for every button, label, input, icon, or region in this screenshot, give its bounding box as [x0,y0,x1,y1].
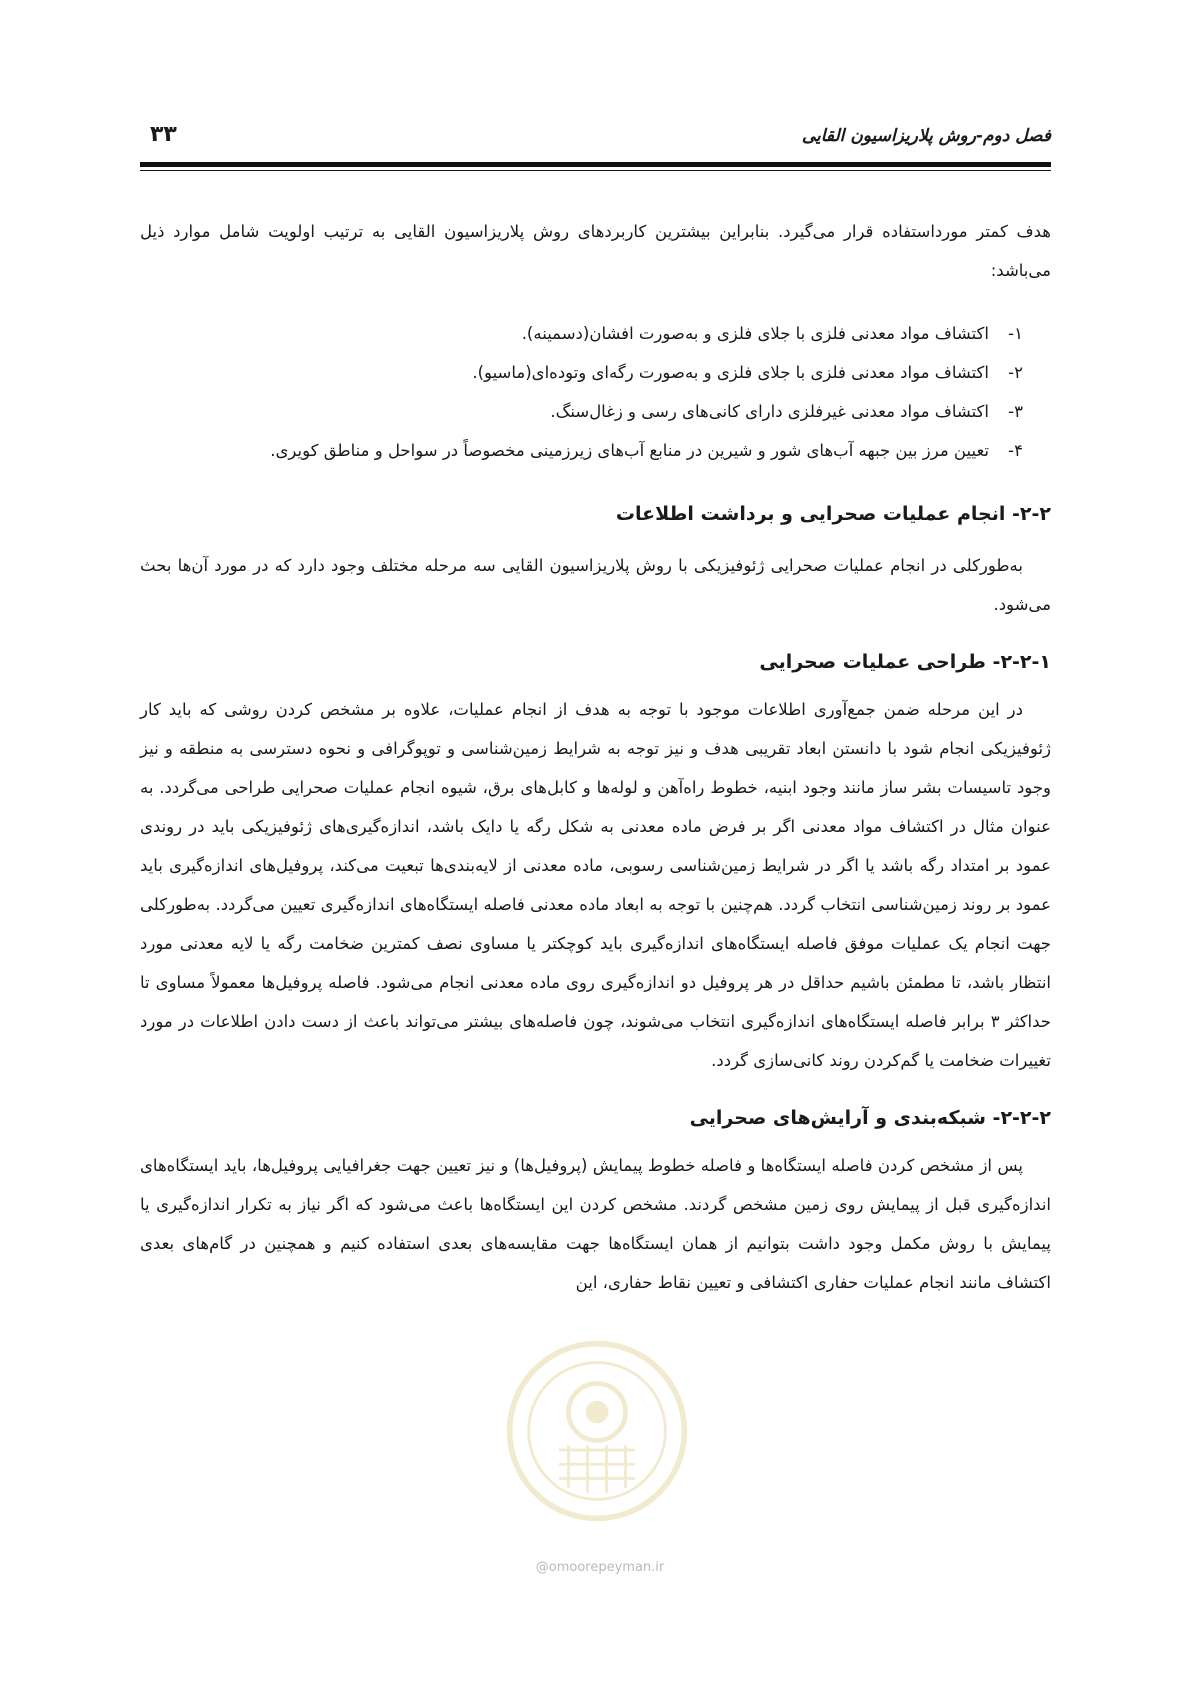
list-item-number: ۱- [1008,324,1023,343]
list-item-number: ۴- [1008,441,1023,460]
list-item-text: اکتشاف مواد معدنی غیرفلزی دارای کانی‌های رسی و زغال‌سنگ. [550,402,989,421]
header-divider-thick [140,162,1051,167]
section-heading-2-2-2: ۲-۲-۲- شبکه‌بندی و آرایش‌های صحرایی [689,1107,1051,1129]
list-item-number: ۲- [1008,363,1023,382]
list-item-text: تعیین مرز بین جبهه آب‌های شور و شیرین در منابع آب‌های زیرزمینی مخصوصاً در سواحل و مناطق کویری. [270,441,989,460]
page-header [140,122,1051,156]
intro-paragraph: هدف کمتر مورداستفاده قرار می‌گیرد. بنابراین بیشترین کاربردهای روش پلاریزاسیون القایی به ترتیب اولویت شامل موارد ذیل می‌باشد: [140,222,1051,280]
watermark-url: @omoorepeyman.ir [535,1560,665,1575]
page-body [140,212,1051,1302]
page-number: ۳۳ [150,122,177,147]
list-item-text: اکتشاف مواد معدنی فلزی با جلای فلزی و به‌صورت رگه‌ای وتوده‌ای(ماسیو). [472,363,989,382]
header-divider-thin [140,170,1051,171]
chapter-title: فصل دوم-روش پلاریزاسیون القایی [801,126,1051,146]
list-item-text: اکتشاف مواد معدنی فلزی با جلای فلزی و به‌صورت افشان(دسمینه). [521,324,989,343]
list-item [140,392,1023,431]
list-item [140,431,1023,470]
section-paragraph-2-2-2: پس از مشخص کردن فاصله ایستگاه‌ها و فاصله خطوط پیمایش (پروفیل‌ها) و نیز تعیین جهت جغرافیایی پروفیل‌ها، باید ایستگاه‌های اندازه‌گیری قبل از پیمایش روی زمین مشخص گردند. مشخص کردن این ایستگاه‌ها باعث می‌شود که اگر نیاز به تکرار اندازه‌گیری یا پیمایش با روش مکمل وجود داشت بتوانیم از همان ایستگاه‌ها جهت مقایسه‌های بعدی استفاده کنیم و همچنین در گام‌های بعدی اکتشاف مانند انجام عملیات حفاری اکتشافی و تعیین نقاط حفاری، این [140,1156,1051,1292]
watermark-logo [502,1336,692,1526]
list-item [140,314,1023,353]
list-item-number: ۳- [1008,402,1023,421]
section-heading-2-2: ۲-۲- انجام عملیات صحرایی و برداشت اطلاعات [615,503,1051,525]
section-paragraph-2-2-1: در این مرحله ضمن جمع‌آوری اطلاعات موجود با توجه به هدف از انجام عملیات، علاوه بر مشخص کردن روشی که باید کار ژئوفیزیکی انجام شود با دانستن ابعاد تقریبی هدف و نیز توجه به شرایط زمین‌شناسی و توپوگرافی و نحوه دسترسی به منطقه و نیز وجود تاسیسات بشر ساز مانند وجود ابنیه، خطوط راه‌آهن و لوله‌ها و کابل‌های برق، شیوه انجام عملیات صحرایی طراحی می‌گردد. به عنوان مثال در اکتشاف مواد معدنی اگر بر فرض ماده معدنی به شکل رگه یا دایک باشد، اندازه‌گیری‌های ژئوفیزیکی باید در روندی عمود بر امتداد رگه باشد یا اگر در شرایط زمین‌شناسی رسوبی، ماده معدنی از لایه‌بندی‌ها تبعیت می‌کند، پروفیل‌های اندازه‌گیری باید عمود بر روند زمین‌شناسی انتخاب گردد. هم‌چنین با توجه به ابعاد ماده معدنی فاصله ایستگاه‌های اندازه‌گیری تعیین می‌گردد. به‌طورکلی جهت انجام یک عملیات موفق فاصله ایستگاه‌های اندازه‌گیری باید کوچکتر یا مساوی نصف کمترین ضخامت رگه یا لایه معدنی مورد انتظار باشد، تا مطمئن باشیم حداقل در هر پروفیل دو اندازه‌گیری روی ماده معدنی انجام می‌شود. فاصله پروفیل‌ها معمولاً مساوی تا حداکثر ۳ برابر فاصله ایستگاه‌های اندازه‌گیری انتخاب می‌شوند، چون فاصله‌های بیشتر می‌تواند باعث از دست دادن اطلاعات در مورد تغییرات ضخامت یا گم‌کردن روند کانی‌سازی گردد. [140,700,1051,1070]
section-heading-2-2-1: ۲-۲-۱- طراحی عملیات صحرایی [759,651,1051,673]
section-paragraph-2-2: به‌طورکلی در انجام عملیات صحرایی ژئوفیزیکی با روش پلاریزاسیون القایی سه مرحله مختلف وجود دارد که در مورد آن‌ها بحث می‌شود. [140,556,1051,614]
list-item [140,353,1023,392]
applications-list [140,314,1051,470]
